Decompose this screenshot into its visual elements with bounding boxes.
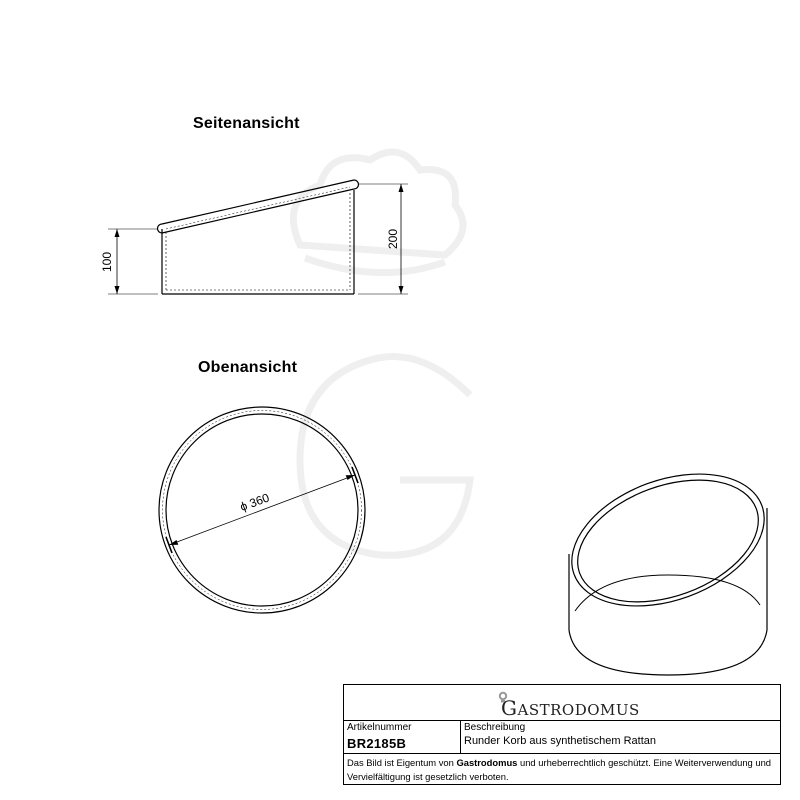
description-label: Beschreibung bbox=[464, 722, 526, 733]
side-view-title: Seitenansicht bbox=[193, 115, 300, 132]
dimension-front-height bbox=[108, 229, 158, 294]
title-block bbox=[343, 684, 781, 785]
article-number-label: Artikelnummer bbox=[347, 722, 412, 733]
title-block-logo-row bbox=[344, 685, 780, 721]
description-text: Runder Korb aus synthetischem Rattan bbox=[464, 735, 656, 747]
description-cell bbox=[461, 721, 780, 753]
brand-rest: ASTRODOMUS bbox=[517, 701, 640, 719]
article-cell bbox=[344, 721, 461, 753]
copyright-brand: Gastrodomus bbox=[456, 757, 518, 768]
article-number: BR2185B bbox=[347, 736, 407, 751]
dimension-front-height-label: 100 bbox=[100, 251, 114, 273]
title-block-info-row bbox=[344, 721, 780, 754]
dimension-back-height bbox=[358, 184, 408, 294]
top-view-title: Obenansicht bbox=[198, 359, 298, 376]
perspective-view bbox=[554, 449, 783, 675]
copyright-pre: Das Bild ist Eigentum von bbox=[347, 757, 457, 768]
dimension-diameter-label: ϕ 360 bbox=[238, 490, 272, 514]
brand-name bbox=[501, 696, 640, 720]
copyright-note bbox=[347, 756, 777, 784]
dimension-diameter bbox=[166, 467, 358, 553]
dimension-back-height-label: 200 bbox=[386, 228, 400, 250]
side-view bbox=[158, 180, 359, 294]
brand-initial: G bbox=[501, 696, 518, 720]
watermark-logo bbox=[293, 152, 470, 555]
copyright-post: und urheberrechtlich geschützt. Eine Weiterverwendung und Vervielfältigung ist gesetzlich verboten. bbox=[347, 757, 772, 782]
